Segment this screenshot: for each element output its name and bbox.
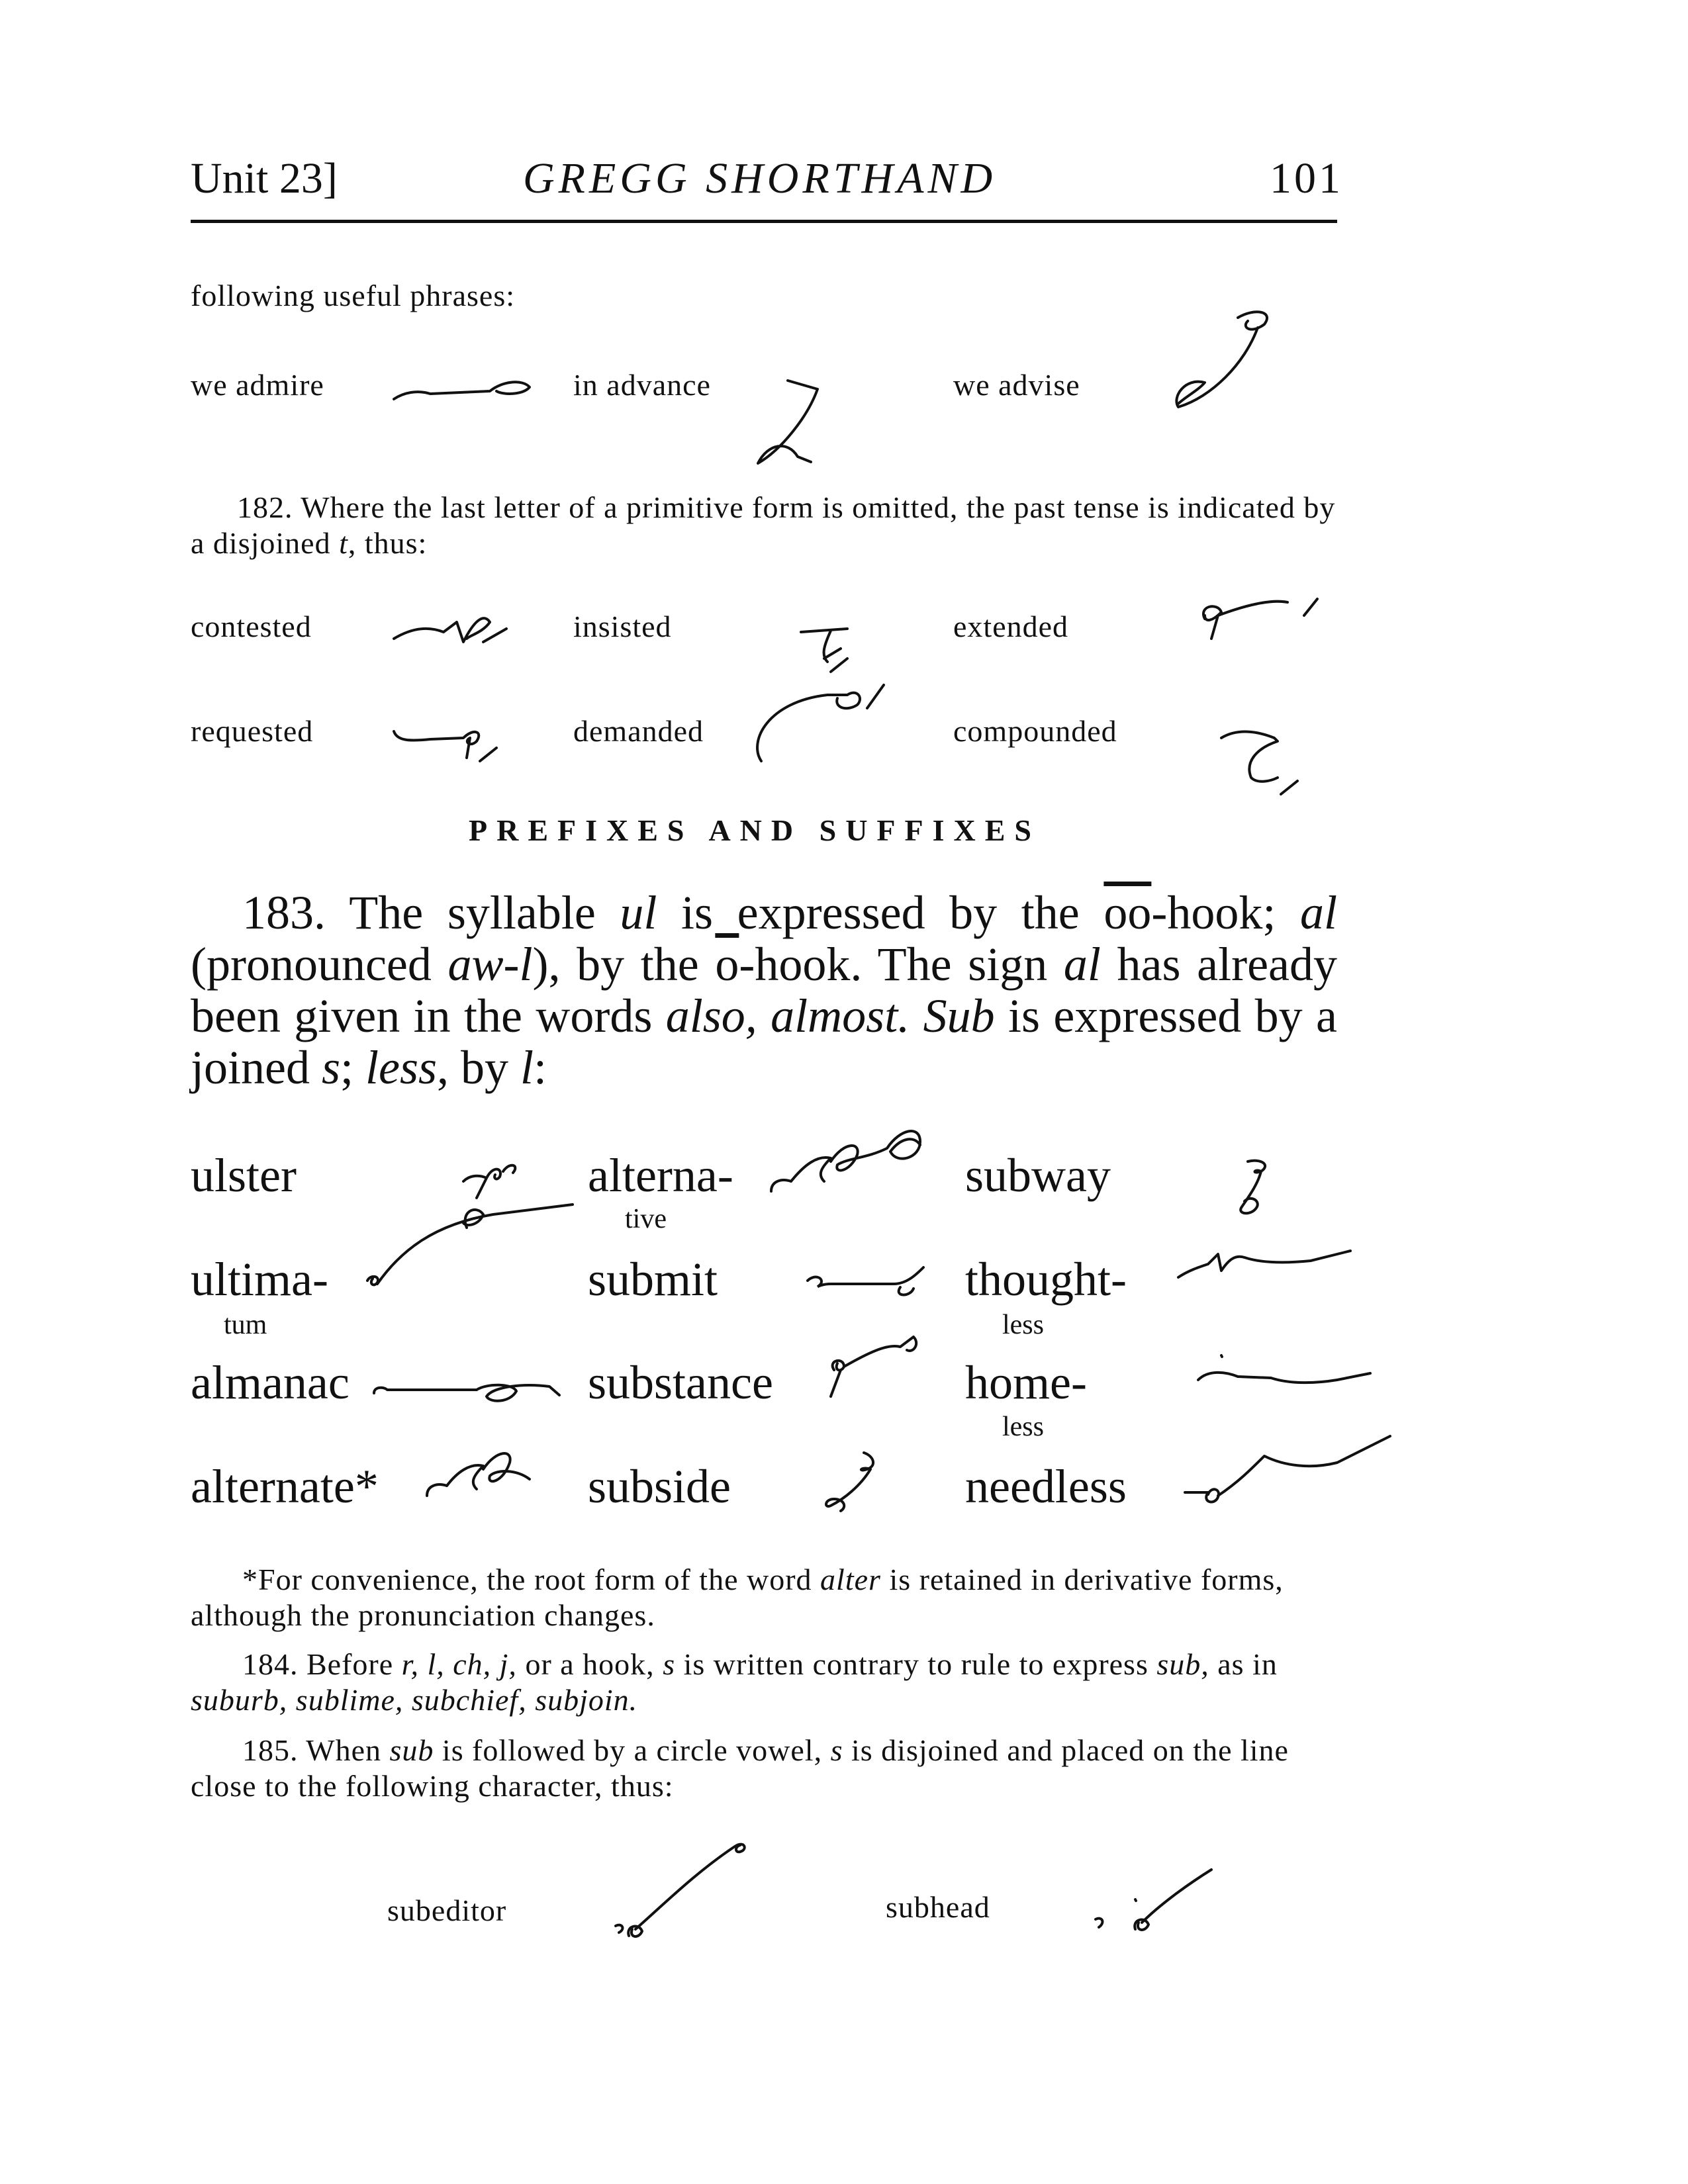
shorthand-homeless: [1185, 1343, 1377, 1403]
word-requested: requested: [191, 714, 314, 748]
shorthand-almanac: [371, 1363, 563, 1416]
running-head-title: GREGG SHORTHAND: [523, 154, 997, 203]
shorthand-in-advance: [741, 377, 834, 477]
para-182-number: 182.: [237, 490, 293, 524]
shorthand-alternate: [424, 1436, 543, 1509]
shorthand-subhead: [1086, 1853, 1225, 1946]
word-subeditor: subeditor: [387, 1893, 507, 1927]
shorthand-subside: [821, 1446, 894, 1519]
phrase-label-in-advance: in advance: [573, 368, 711, 402]
shorthand-ultimatum: [361, 1191, 586, 1304]
shorthand-contested: [391, 602, 516, 655]
shorthand-we-advise: [1158, 298, 1284, 417]
intro-line: following useful phrases:: [191, 279, 516, 312]
para-185-number: 185.: [242, 1733, 299, 1767]
word-ulster: ulster: [191, 1149, 297, 1202]
paragraph-185: 185. When sub is followed by a circle vowel, s is disjoined and placed on the line close to the following character, thus:: [191, 1733, 1289, 1803]
word-alternate: alternate*: [191, 1460, 379, 1513]
shorthand-alternative: [768, 1112, 940, 1198]
shorthand-compounded: [1218, 721, 1317, 801]
running-head-unit: Unit 23]: [191, 154, 338, 203]
word-contested: contested: [191, 610, 312, 643]
shorthand-demanded: [741, 668, 900, 768]
shorthand-submit: [801, 1254, 933, 1307]
word-thoughtless: thought-: [965, 1253, 1127, 1306]
word-ultimatum-continuation: tum: [224, 1310, 267, 1340]
para-183-number: 183.: [242, 886, 326, 939]
word-insisted: insisted: [573, 610, 672, 643]
word-ultimatum: ultima-: [191, 1253, 328, 1306]
word-homeless-continuation: less: [1002, 1412, 1044, 1442]
phrase-label-we-advise: we advise: [953, 368, 1080, 402]
paragraph-183: 183. The syllable ul is expressed by the $\overline{oo}$-hook; al (pronounced aw-l), by the $\overline{o}$-hook. The sign al has already been given in the words also, almost. Sub is expressed by a joined s; less, by l:: [191, 886, 1338, 1094]
word-subway: subway: [965, 1149, 1111, 1202]
shorthand-requested: [391, 711, 516, 764]
section-heading: PREFIXES AND SUFFIXES: [469, 813, 1041, 847]
word-alternative: alterna-: [588, 1149, 733, 1202]
word-almanac: almanac: [191, 1356, 350, 1409]
word-subside: subside: [588, 1460, 731, 1513]
shorthand-subway: [1231, 1155, 1284, 1221]
shorthand-subeditor: [609, 1833, 755, 1946]
word-subhead: subhead: [886, 1890, 990, 1924]
word-alternative-continuation: tive: [625, 1204, 667, 1234]
shorthand-thoughtless: [1172, 1238, 1357, 1297]
para-184-number: 184.: [242, 1647, 299, 1681]
page-number: 101: [1270, 154, 1343, 203]
footnote: *For convenience, the root form of the word alter is retained in derivative forms, although the pronunciation changes.: [191, 1563, 1284, 1632]
header-rule: [191, 220, 1337, 223]
word-compounded: compounded: [953, 714, 1117, 748]
word-thoughtless-continuation: less: [1002, 1310, 1044, 1340]
word-submit: submit: [588, 1253, 718, 1306]
word-needless: needless: [965, 1460, 1127, 1513]
word-demanded: demanded: [573, 714, 704, 748]
paragraph-182: 182. Where the last letter of a primitive form is omitted, the past tense is indicated by a disjoined t, thus:: [191, 490, 1336, 560]
word-substance: substance: [588, 1356, 773, 1409]
shorthand-we-admire: [391, 361, 536, 414]
shorthand-substance: [814, 1330, 927, 1410]
shorthand-extended: [1192, 589, 1324, 649]
shorthand-needless: [1178, 1416, 1397, 1522]
phrase-label-we-admire: we admire: [191, 368, 324, 402]
word-extended: extended: [953, 610, 1069, 643]
word-homeless: home-: [965, 1356, 1087, 1409]
paragraph-184: 184. Before r, l, ch, j, or a hook, s is written contrary to rule to express sub, as in suburb, sublime, subchief, subjoin.: [191, 1647, 1278, 1717]
